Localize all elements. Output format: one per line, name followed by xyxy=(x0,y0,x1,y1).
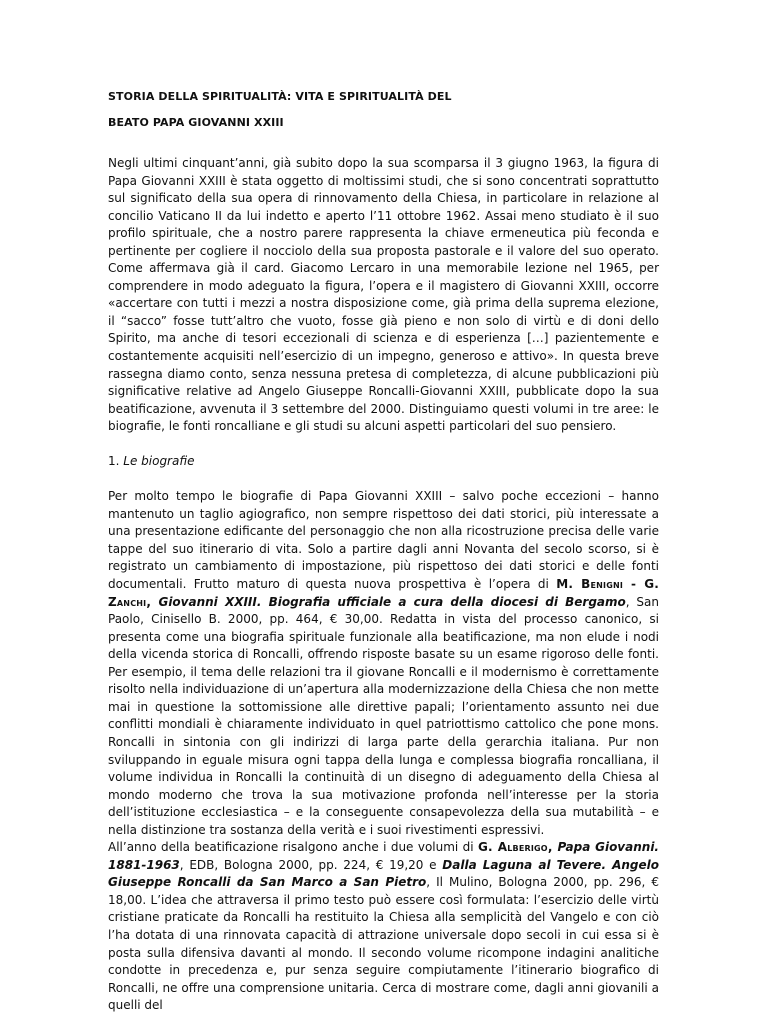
paragraph-text: , San Paolo, Cinisello B. 2000, pp. 464, € 30,00. Redatta in vista del processo canonico, si presenta come una biografia spirituale funzionale alla beatificazione, ma non elude i nodi della vicenda storica di Roncalli, offrendo risposte basate su un esame rigoroso delle fonti. Per esempio, il tema delle relazioni tra il giovane Roncalli e il modernismo è correttamente risolto nella individuazione di un’apertura alla modernizzazione della Chiesa che non mette mai in questione la sottomissione alle direttive papali; l’orientamento assunto nei due conflitti mondiali è chiaramente individuato in quel patriottismo cattolico che pone mons. Roncalli in sintonia con gli indirizzi di larga parte della gerarchia italiana. Pur non sviluppando in eguale misura ogni tappa della lunga e complessa biografia roncalliana, il volume individua in Roncalli la continuità di un disegno di adeguamento della Chiesa al mondo moderno che trova la sua motivazione profonda nell’interesse per la storia dell’istituzione ecclesiastica – e la conseguente consapevolezza della sua mutabilità – e nella distinzione tra sostanza della verità e i suoi rivestimenti espressivi. xyxy=(108,594,659,837)
document-title-line-2: BEATO PAPA GIOVANNI XXIII xyxy=(108,116,284,129)
paragraph-text: , EDB, Bologna 2000, pp. 224, € 19,20 e xyxy=(179,857,443,872)
author-comma: , xyxy=(146,594,159,609)
author-comma: , xyxy=(547,840,558,855)
book-title: Papa Giovanni. 1881-1963 xyxy=(108,840,659,872)
biografie-paragraph-1 xyxy=(108,488,659,839)
section-number: 1. xyxy=(108,454,124,469)
section-heading xyxy=(108,453,659,471)
author-name: G. Alberigo xyxy=(477,840,548,855)
author-names: M. Benigni - G. Zanchi xyxy=(108,577,660,609)
biografie-paragraph-2 xyxy=(108,839,659,1014)
intro-paragraph: Negli ultimi cinquant’anni, già subito dopo la sua scomparsa il 3 giugno 1963, la figura di Papa Giovanni XXIII è stata oggetto di moltissimi studi, che si sono concentrati soprattutto sul significato della sua opera di rinnovamento della Chiesa, in particolare in relazione al concilio Vaticano II da lui indetto e aperto l’11 ottobre 1962. Assai meno studiato è il suo profilo spirituale, che a nostro parere rappresenta la chiave ermeneutica più feconda e pertinente per cogliere il nocciolo della sua proposta pastorale e il valore del suo operato. Come affermava già il card. Giacomo Lercaro in una memorabile lezione nel 1965, per comprendere in modo adeguato la figura, l’opera e il magistero di Giovanni XXIII, occorre «accertare con tutti i mezzi a nostra disposizione come, già prima della suprema elezione, il “sacco” fosse tutt’altro che vuoto, fosse già pieno e non solo di virtù e di doni dello Spirito, ma anche di tesori eccezionali di scienza e di esperienza […] pazientemente e costantemente acquisiti nell’esercizio di un impegno, generoso e attivo». In questa breve rassegna diamo conto, senza nessuna pretesa di completezza, di alcune pubblicazioni più significative relative ad Angelo Giuseppe Roncalli-Giovanni XXIII, pubblicate dopo la sua beatificazione, avvenuta il 3 settembre del 2000. Distinguiamo questi volumi in tre aree: le biografie, le fonti roncalliane e gli studi su alcuni aspetti particolari del suo pensiero. xyxy=(108,156,659,434)
book-title: Dalla Laguna al Tevere. Angelo Giuseppe Roncalli da San Marco a San Pietro xyxy=(108,857,659,890)
document-title-line-1: STORIA DELLA SPIRITUALITÀ: VITA E SPIRITUALITÀ DEL xyxy=(108,90,452,103)
section-title: Le biografie xyxy=(123,454,195,469)
document-body xyxy=(108,90,659,1015)
paragraph-text: Per molto tempo le biografie di Papa Giovanni XXIII – salvo poche eccezioni – hanno mantenuto un taglio agiografico, non sempre rispettoso dei dati storici, più interessate a una presentazione edificante del personaggio che non alla ricostruzione precisa delle varie tappe del suo itinerario di vita. Solo a partire dagli anni Novanta del secolo scorso, si è registrato un cambiamento di impostazione, più rispettoso dei dati storici e delle fonti documentali. Frutto maturo di questa nuova prospettiva è l’opera di xyxy=(108,489,659,592)
book-title: Giovanni XXIII. Biografia ufficiale a cura della diocesi di Bergamo xyxy=(158,594,626,609)
paragraph-text: All’anno della beatificazione risalgono anche i due volumi di xyxy=(108,840,478,855)
paragraph-text: , Il Mulino, Bologna 2000, pp. 296, € 18,00. L’idea che attraversa il primo testo può essere così formulata: l’esercizio delle virtù cristiane praticate da Roncalli ha restituito la Chiesa alla semplicità del Vangelo e con ciò l’ha dotata di una rinnovata capacità di attrazione universale dopo secoli in cui essa si è posta sulla difensiva davanti al mondo. Il secondo volume ricompone indagini analitiche condotte in precedenza e, pur senza seguire compiutamente l’itinerario biografico di Roncalli, ne offre una comprensione unitaria. Cerca di mostrare come, dagli anni giovanili a quelli del xyxy=(108,875,660,1013)
